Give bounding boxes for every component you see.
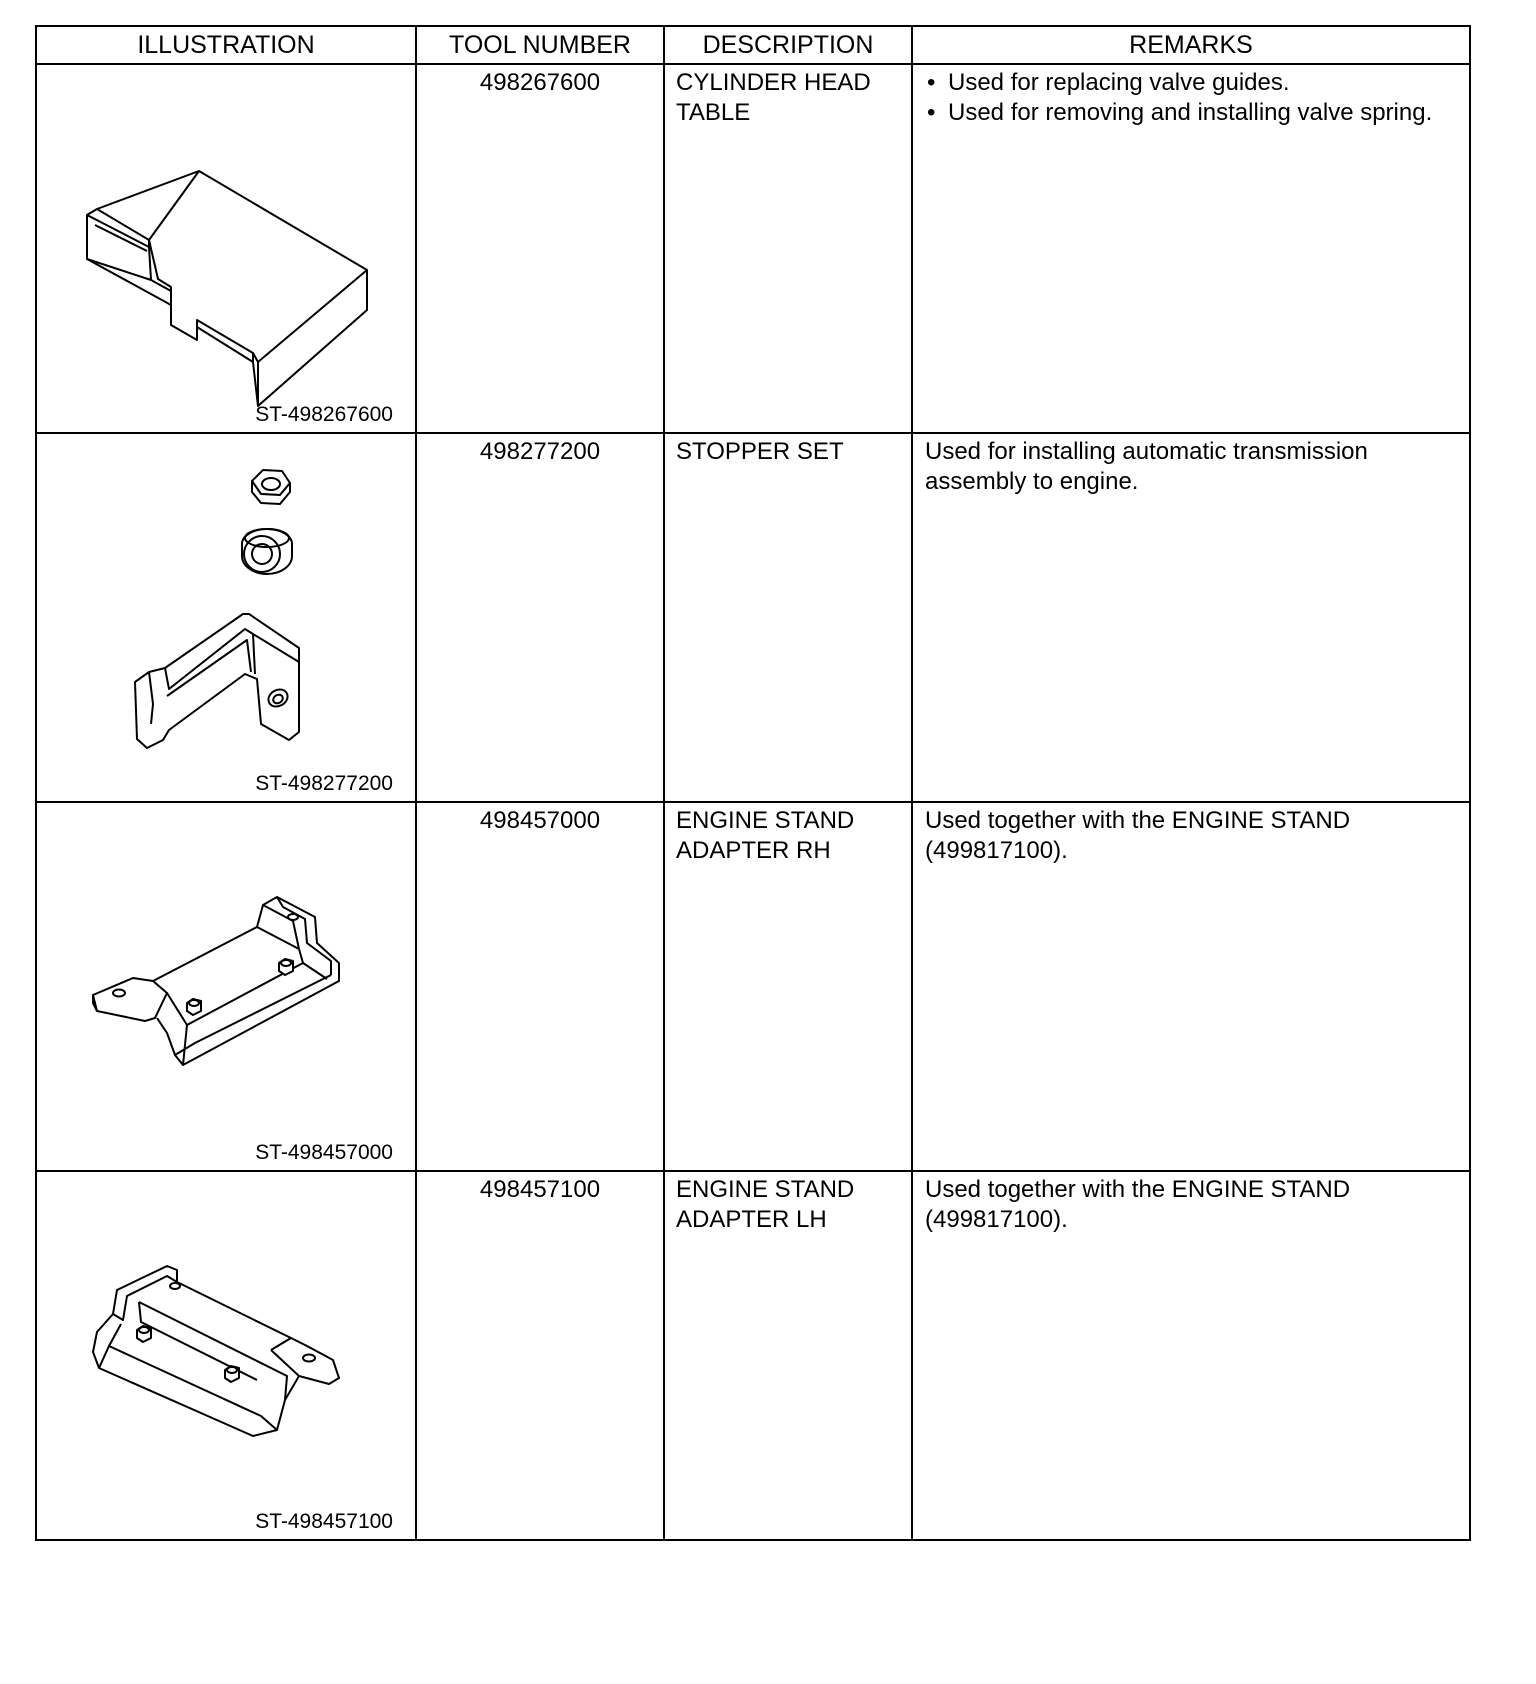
- tool-description: [664, 802, 912, 1171]
- engine-stand-adapter-rh-icon: [37, 803, 415, 1167]
- illustration-cell: [36, 802, 416, 1171]
- tool-description: [664, 1171, 912, 1540]
- bolt: [225, 1366, 239, 1382]
- bolt: [187, 999, 201, 1015]
- table-row: [36, 1171, 1470, 1540]
- illustration-code: ST-498457000: [255, 1141, 393, 1164]
- tool-remarks: Used together with the ENGINE STAND (499817100).: [912, 802, 1470, 1171]
- illustration-cell: [36, 433, 416, 802]
- header-row: [36, 26, 1470, 64]
- description-line: TABLE: [676, 99, 751, 126]
- special-tools-table: [35, 25, 1471, 1541]
- description-line: ENGINE STAND: [676, 1176, 855, 1203]
- illustration-cell: [36, 64, 416, 433]
- tool-remarks: Used for installing automatic transmission assembly to engine.: [912, 433, 1470, 802]
- tool-description: [664, 64, 912, 433]
- table-row: [36, 433, 1470, 802]
- tool-remarks: Used together with the ENGINE STAND (499817100).: [912, 1171, 1470, 1540]
- tool-number: 498457100: [416, 1171, 664, 1540]
- engine-stand-adapter-lh-icon: [37, 1172, 415, 1536]
- header-description: DESCRIPTION: [664, 26, 912, 64]
- header-illustration: ILLUSTRATION: [36, 26, 416, 64]
- tool-number: 498457000: [416, 802, 664, 1171]
- illustration-cell: [36, 1171, 416, 1540]
- cylinder-head-table-icon: [37, 65, 415, 429]
- header-remarks: REMARKS: [912, 26, 1470, 64]
- tool-description: [664, 433, 912, 802]
- remark-item: • Used for replacing valve guides.: [925, 68, 1461, 98]
- bolt: [279, 959, 293, 975]
- description-line: STOPPER SET: [676, 438, 844, 465]
- illustration-code: ST-498277200: [255, 772, 393, 795]
- description-line: ADAPTER RH: [676, 837, 831, 864]
- stopper-set-icon: [37, 434, 415, 798]
- bolt: [137, 1326, 151, 1342]
- table-row: [36, 802, 1470, 1171]
- description-line: CYLINDER HEAD: [676, 69, 871, 96]
- illustration-code: ST-498267600: [255, 403, 393, 426]
- tool-number: 498277200: [416, 433, 664, 802]
- illustration-code: ST-498457100: [255, 1510, 393, 1533]
- table-row: [36, 64, 1470, 433]
- description-line: ADAPTER LH: [676, 1206, 827, 1233]
- description-line: ENGINE STAND: [676, 807, 855, 834]
- tool-remarks: [912, 64, 1470, 433]
- remark-item: • Used for removing and installing valve spring.: [925, 98, 1461, 128]
- tool-number: 498267600: [416, 64, 664, 433]
- remarks-list: [925, 68, 1461, 128]
- header-tool-number: TOOL NUMBER: [416, 26, 664, 64]
